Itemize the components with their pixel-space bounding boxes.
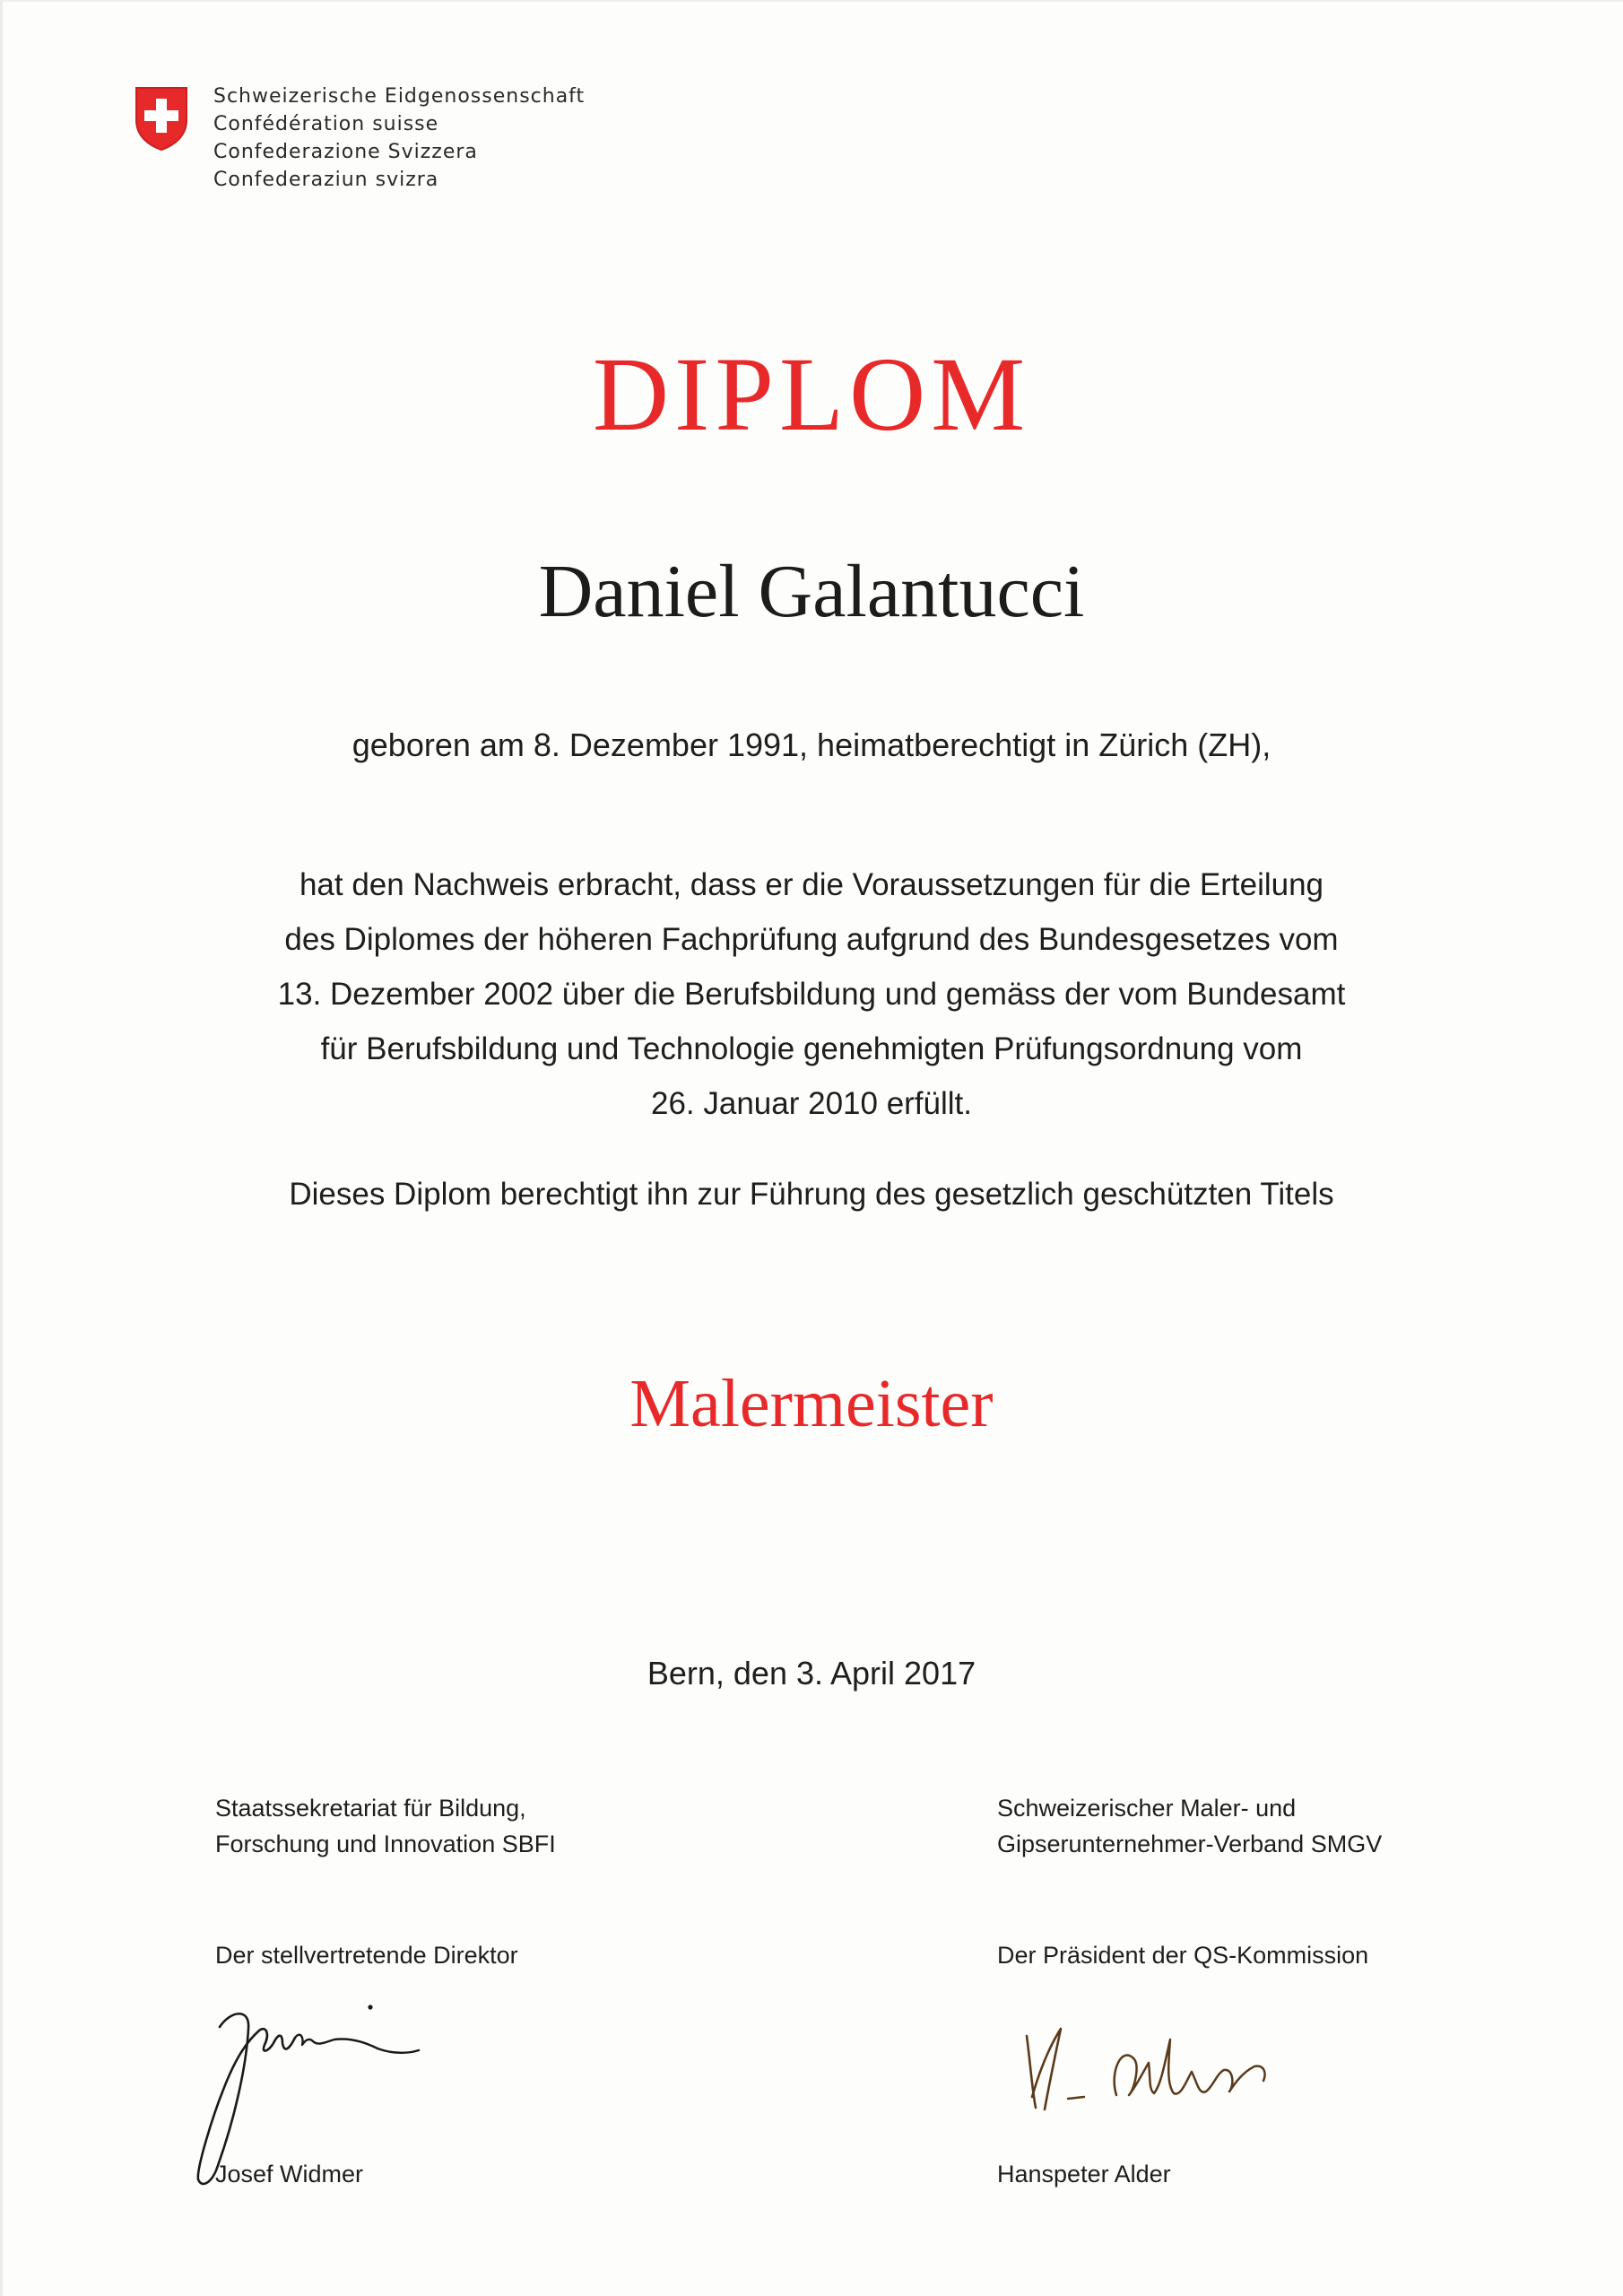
left-signatory-role: Der stellvertretende Direktor <box>215 1942 518 1969</box>
federation-name-it: Confederazione Svizzera <box>213 141 478 163</box>
diploma-title: DIPLOM <box>592 335 1031 453</box>
federation-names <box>213 83 585 194</box>
authority-line: Forschung und Innovation SBFI <box>215 1831 556 1857</box>
swiss-cross-shield-icon <box>133 84 190 152</box>
certification-line: 13. Dezember 2002 über die Berufsbildung und gemäss der vom Bundesamt <box>277 977 1346 1012</box>
profession-title: Malermeister <box>629 1366 994 1441</box>
federation-name-de: Schweizerische Eidgenossenschaft <box>213 85 586 108</box>
right-signature-icon <box>1009 2009 1305 2126</box>
right-signatory-name: Hanspeter Alder <box>997 2161 1171 2187</box>
federation-name-rm: Confederaziun svizra <box>213 169 439 191</box>
federation-name-fr: Confédération suisse <box>213 113 439 135</box>
certification-text <box>179 857 1444 1131</box>
certification-line: für Berufsbildung und Technologie genehmigten Prüfungsordnung vom <box>320 1031 1303 1066</box>
left-issuing-authority <box>215 1790 556 1862</box>
federation-header <box>133 83 585 194</box>
certification-line: 26. Januar 2010 erfüllt. <box>650 1086 972 1121</box>
holder-name: Daniel Galantucci <box>538 550 1085 633</box>
certification-line: hat den Nachweis erbracht, dass er die Voraussetzungen für die Erteilung <box>299 867 1324 902</box>
right-issuing-authority <box>997 1790 1382 1862</box>
entitlement-line: Dieses Diplom berechtigt ihn zur Führung des gesetzlich geschützten Titels <box>289 1177 1334 1212</box>
place-and-date: Bern, den 3. April 2017 <box>647 1655 976 1692</box>
birth-line: geboren am 8. Dezember 1991, heimatberechtigt in Zürich (ZH), <box>352 726 1271 763</box>
right-signatory-role: Der Präsident der QS-Kommission <box>997 1942 1369 1969</box>
authority-line: Schweizerischer Maler- und <box>997 1795 1297 1822</box>
authority-line: Staatssekretariat für Bildung, <box>215 1795 526 1822</box>
authority-line: Gipserunternehmer-Verband SMGV <box>997 1831 1383 1857</box>
left-signatory-name: Josef Widmer <box>215 2161 364 2187</box>
certification-line: des Diplomes der höheren Fachprüfung aufgrund des Bundesgesetzes vom <box>284 922 1339 957</box>
